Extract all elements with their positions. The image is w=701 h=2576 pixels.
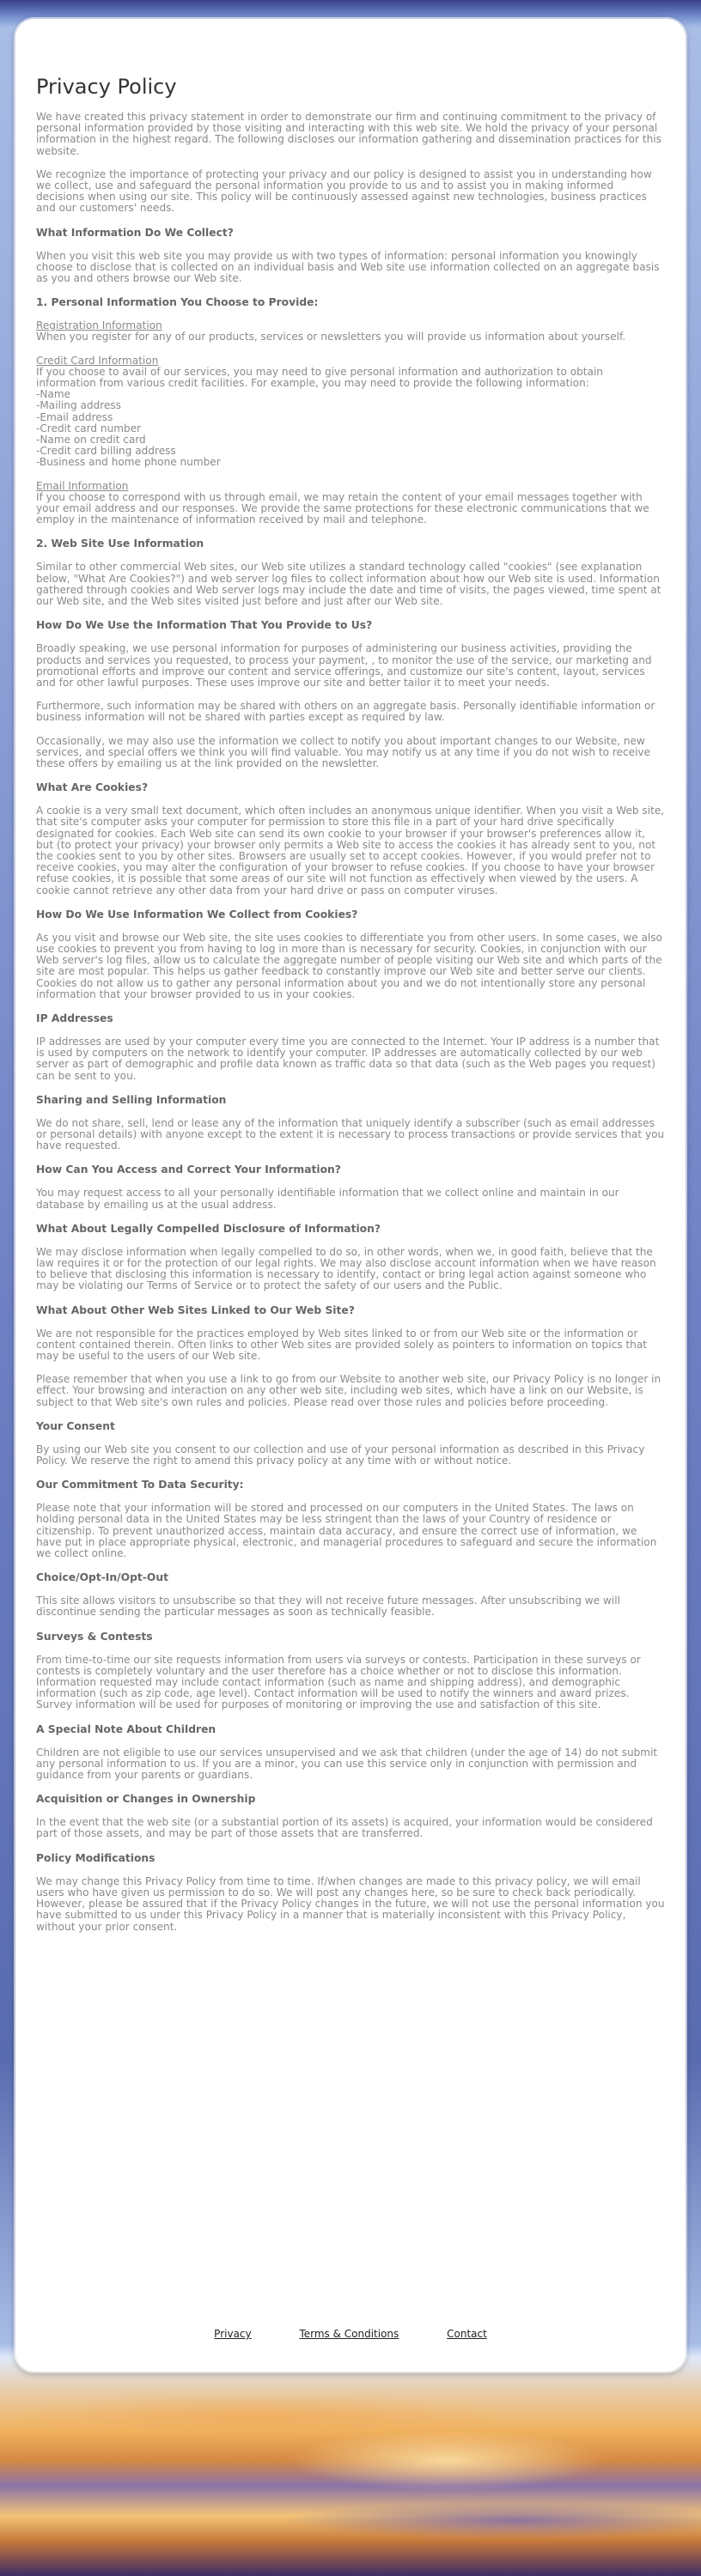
paragraph: We recognize the importance of protecting your privacy and our policy is designed to assist you in understanding how we collect, use and safeguard the personal information you provide to us and to assist you in making informed decisions when using our site. This policy will be continuously assessed against new technologies, business practices and our customers' needs. (36, 167, 652, 215)
footer-link-terms[interactable]: Terms & Conditions (299, 2328, 399, 2340)
info-block (36, 355, 665, 469)
paragraph: In the event that the web site (or a substantial portion of its assets) is acquired, your information would be considered part of those assets, and may be part of those assets that are transferred. (36, 1816, 653, 1840)
paragraph: When you visit this web site you may provide us with two types of information: personal information you knowingly choose to disclose that is collected on an individual basis and Web site use information collected on an aggregate basis as you and others browse our Web site. (36, 249, 660, 285)
subheading: Email Information (36, 479, 129, 492)
block-line: -Business and home phone number (36, 456, 221, 469)
block-line: If you choose to correspond with us through email, we may retain the content of your email messages together with your email address and our responses. We provide the same protections for these electronic communications that we employ in the maintenance of information received by mail and telephone. (36, 490, 649, 526)
section-heading: 1. Personal Information You Choose to Provide: (36, 296, 319, 309)
section-heading: What Information Do We Collect? (36, 226, 234, 239)
paragraph: Please note that your information will be stored and processed on our computers in the United States. The laws on holding personal data in the United States may be less stringent than the laws of your Country of residence or citizenship. To prevent unauthorized access, maintain data accuracy, and ensure the correct use of information, we have put in place appropriate physical, electronic, and managerial procedures to safeguard and secure the information we collect online. (36, 1502, 657, 1560)
block-line: -Credit card billing address (36, 445, 176, 458)
paragraph: You may request access to all your personally identifiable information that we collect online and maintain in our database by emailing us at the usual address. (36, 1187, 619, 1211)
paragraph: As you visit and browse our Web site, the site uses cookies to differentiate you from other users. In some cases, we also use cookies to prevent you from having to log in more than is necessary for security. Cookies, in conjunction with our Web server's log files, allow us to calculate the aggregate number of people visiting our Web site and which parts of the site are most popular. This helps us gather feedback to constantly improve our Web site and better serve our clients. Cookies do not allow us to gather any personal information about you and we do not intentionally store any personal information that your browser provided to us in your cookies. (36, 931, 662, 1000)
section-heading: What Are Cookies? (36, 781, 149, 794)
policy-sections (36, 112, 665, 1933)
section-heading: What About Legally Compelled Disclosure of Information? (36, 1222, 381, 1235)
section-heading: Your Consent (36, 1419, 115, 1432)
paragraph: Similar to other commercial Web sites, our Web site utilizes a standard technology called "cookies" (see explanation below, "What Are Cookies?") and web server log files to collect information about how our Web site is used. Information gathered through cookies and Web server logs may include the date and time of visits, the pages viewed, time spent at our Web site, and the Web sites visited just before and just after our Web site. (36, 561, 661, 608)
section-heading: How Do We Use the Information That You Provide to Us? (36, 619, 373, 632)
section-heading: What About Other Web Sites Linked to Our Web Site? (36, 1303, 355, 1316)
paragraph: By using our Web site you consent to our collection and use of your personal information as described in this Privacy Policy. We reserve the right to amend this privacy policy at any time with or without notice. (36, 1443, 645, 1467)
paragraph: Children are not eligible to use our services unsupervised and we ask that children (under the age of 14) do not submit any personal information to us. If you are a minor, you can use this service only in conjunction with permission and guidance from your parents or guardians. (36, 1746, 658, 1782)
paragraph: We may change this Privacy Policy from time to time. If/when changes are made to this privacy policy, we will email users who have given us permission to do so. We will post any changes here, so be sure to check back periodically. However, please be assured that if the Privacy Policy changes in the future, we will not use the personal information you have submitted to us under this Privacy Policy in a manner that is materially inconsistent with this Privacy Policy, without your prior consent. (36, 1874, 665, 1933)
block-line: -Email address (36, 410, 113, 423)
section-heading: How Can You Access and Correct Your Information? (36, 1163, 341, 1176)
policy-content (15, 19, 686, 1933)
block-line: If you choose to avail of our services, you may need to give personal information and authorization to obtain information from various credit facilities. For example, you may need to provide the following information: (36, 365, 603, 390)
footer-link-contact[interactable]: Contact (447, 2328, 487, 2340)
section-heading: 2. Web Site Use Information (36, 538, 204, 550)
page-title: Privacy Policy (36, 75, 177, 99)
block-line: -Name on credit card (36, 434, 146, 447)
paragraph: We are not responsible for the practices employed by Web sites linked to or from our Web site or the information or content contained therein. Often links to other Web sites are provided solely as pointers to information on topics that may be useful to the users of our Web site. (36, 1327, 647, 1363)
subheading: Credit Card Information (36, 354, 159, 367)
paragraph: This site allows visitors to unsubscribe so that they will not receive future messages. After unsubscribing we will discontinue sending the particular messages as soon as technically feasible. (36, 1595, 620, 1619)
paragraph: Furthermore, such information may be shared with others on an aggregate basis. Personally identifiable information or business information will not be shared with parties except as required by law. (36, 700, 655, 724)
paragraph: We may disclose information when legally compelled to do so, in other words, when we, in good faith, believe that the law requires it or for the protection of our legal rights. We may also disclose account information when we have reason to believe that disclosing this information is necessary to identify, contact or bring legal action against someone who may be violating our Terms of Service or to protect the safety of our users and the Public. (36, 1245, 656, 1292)
section-heading: How Do We Use Information We Collect from Cookies? (36, 908, 358, 920)
content-card (15, 19, 686, 2372)
paragraph: From time-to-time our site requests information from users via surveys or contests. Participation in these surveys or contests is completely voluntary and the user therefore has a choice whether or not to disclose this information. Information requested may include contact information (such as name and shipping address), and demographic information (such as zip code, age level). Contact information will be used to notify the winners and award prizes. Survey information will be used for purposes of monitoring or improving the use and satisfaction of this site. (36, 1653, 641, 1711)
paragraph: We do not share, sell, lend or lease any of the information that uniquely identify a subscriber (such as email addresses or personal details) with anyone except to the extent it is necessary to process transactions or provide services that you have requested. (36, 1116, 665, 1152)
section-heading: Policy Modifications (36, 1851, 155, 1864)
sunset-background (0, 2357, 701, 2576)
section-heading: IP Addresses (36, 1012, 113, 1024)
section-heading: A Special Note About Children (36, 1722, 216, 1735)
section-heading: Sharing and Selling Information (36, 1093, 227, 1106)
info-block (36, 481, 665, 526)
info-block (36, 320, 665, 343)
section-heading: Choice/Opt-In/Opt-Out (36, 1571, 168, 1584)
block-line: -Credit card number (36, 422, 142, 434)
paragraph: Broadly speaking, we use personal information for purposes of administering our business activities, providing the products and services you requested, to process your payment, , to monitor the use of the service, our marketing and promotional efforts and improve our content and service offerings, and customize our site's content, layout, services and for other lawful purposes. These uses improve our site and better tailor it to meet your needs. (36, 642, 652, 689)
footer-link-privacy[interactable]: Privacy (214, 2328, 252, 2340)
section-heading: Surveys & Contests (36, 1630, 153, 1643)
paragraph: Please remember that when you use a link to go from our Website to another web site, our Privacy Policy is no longer in effect. Your browsing and interaction on any other web site, including web sites, which have a link on our Website, is subject to that Web site's own rules and policies. Please read over those rules and policies before proceeding. (36, 1373, 661, 1408)
paragraph: A cookie is a very small text document, which often includes an anonymous unique identifier. When you visit a Web site, that site's computer asks your computer for permission to store this file in a part of your hard drive specifically designated for cookies. Each Web site can send its own cookie to your browser if your browser's preferences allow it, but (to protect your privacy) your browser only permits a Web site to access the cookies it has already sent to you, not the cookies sent to you by other sites. Browsers are usually set to accept cookies. However, if you would prefer not to receive cookies, you may alter the configuration of your browser to refuse cookies. If you choose to have your browser refuse cookies, it is possible that some areas of our site will not function as effectively when viewed by the users. A cookie cannot retrieve any other data from your hard drive or pass on computer viruses. (36, 805, 665, 896)
block-line: When you register for any of our products, services or newsletters you will provide us information about yourself. (36, 331, 626, 343)
section-heading: Acquisition or Changes in Ownership (36, 1793, 256, 1806)
footer-nav (15, 2328, 686, 2340)
section-heading: Our Commitment To Data Security: (36, 1479, 244, 1492)
paragraph: IP addresses are used by your computer every time you are connected to the Internet. Your IP address is a number that is used by computers on the network to identify your computer. IP addresses are automatically collected by our web server as part of demographic and profile data known as traffic data so that data (such as the Web pages you request) can be sent to you. (36, 1035, 660, 1082)
paragraph: Occasionally, we may also use the information we collect to notify you about important changes to our Website, new services, and special offers we think you will find valuable. You may notify us at any time if you do not wish to receive these offers by emailing us at the link provided on the newsletter. (36, 734, 651, 769)
paragraph: We have created this privacy statement in order to demonstrate our firm and continuing commitment to the privacy of personal information provided by those visiting and interacting with this web site. We hold the privacy of your personal information in the highest regard. The following discloses our information gathering and dissemination practices for this website. (36, 111, 661, 157)
block-line: -Name (36, 388, 71, 401)
block-line: -Mailing address (36, 399, 121, 412)
subheading: Registration Information (36, 319, 162, 332)
